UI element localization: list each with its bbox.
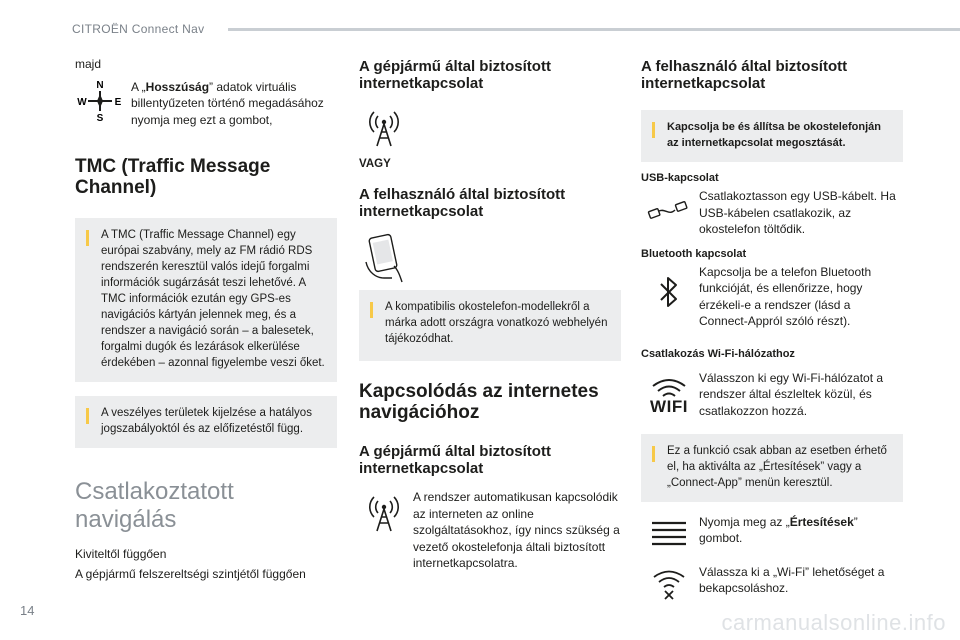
connect-title: Kapcsolódás az internetes navigációhoz: [359, 381, 599, 423]
user-internet-title-3: A felhasználó által biztosított internetkapcsolat: [641, 58, 848, 92]
user-internet-title: A felhasználó által biztosított internetkapcsolat: [359, 186, 566, 220]
wifi-label: Csatlakozás Wi-Fi-hálózathoz: [641, 347, 795, 360]
equipment-dependency: A gépjármű felszereltségi szintjétől függően: [75, 566, 306, 581]
tmc-info-box: A TMC (Traffic Message Channel) egy európai szabvány, mely az FM rádió RDS rendszerén keresztül valós idejű forgalmi információk sugárzását teszi lehetővé. A TMC információk ezután egy GPS-es navigációs kártyán jelennek meg, és a rendszer a navigáció során – a balesetek, forgalmi dugók és lezárások elkerülése érdekében – azonnal figyelembe veszi őket.: [75, 218, 337, 382]
share-info-box: Kapcsolja be és állítsa be okostelefonján az internetkapcsolat megosztását.: [641, 110, 903, 162]
info-marker: [86, 230, 89, 246]
tmc-title: TMC (Traffic Message Channel): [75, 156, 271, 198]
header-rule: [228, 28, 960, 31]
column-1: [75, 44, 337, 582]
antenna-icon: [359, 489, 409, 537]
auto-connect-row: [359, 489, 621, 572]
or-label: VAGY: [359, 158, 391, 170]
column-2: [359, 44, 621, 572]
wifi-select-row: [641, 564, 903, 604]
compat-info-box: A kompatibilis okostelefon-modellekről a márka adott országra vonatkozó webhelyén tájékozódhat.: [359, 290, 621, 361]
smartphone-hand-icon: [359, 232, 409, 284]
compass-n: N: [96, 79, 104, 91]
column-3: [641, 44, 903, 604]
compass-w: W: [77, 96, 87, 108]
page-number: 14: [20, 603, 35, 618]
usb-cable-icon: [641, 188, 697, 232]
wifi-icon-text: WIFI: [650, 396, 688, 416]
connected-nav-title: Csatlakoztatott navigálás: [75, 478, 234, 533]
compass-row: [75, 79, 337, 129]
bluetooth-row: [641, 264, 903, 330]
menu-list-icon: [641, 514, 697, 554]
usb-row: [641, 188, 903, 238]
usb-text: Csatlakoztasson egy USB-kábelt. Ha USB-kábelen csatlakozik, az okostelefon töltődik.: [699, 189, 896, 236]
intro-text: majd: [75, 57, 102, 71]
info-marker: [86, 408, 89, 424]
vehicle-internet-title: A gépjármű által biztosított internetkapcsolat: [359, 58, 551, 92]
bluetooth-text: Kapcsolja be a telefon Bluetooth funkcióját, és ellenőrizze, hogy érzékeli-e a rendszer (lásd a Connect-Appról szóló részt).: [699, 264, 872, 328]
notifications-text: Nyomja meg az „Értesítések” gombot.: [699, 514, 858, 545]
info-marker: [652, 446, 655, 462]
info-marker: [652, 122, 655, 138]
wifi-icon: [641, 370, 697, 422]
compass-icon: [75, 79, 125, 123]
running-header: CITROËN Connect Nav: [72, 22, 205, 36]
info-marker: [370, 302, 373, 318]
wifi-toggle-icon: [641, 564, 697, 604]
function-info-box: Ez a funkció csak abban az esetben érhető el, ha aktiválta az „Értesítések” vagy a „Connect-App” menün keresztül.: [641, 434, 903, 502]
wifi-row: [641, 370, 903, 422]
wifi-select-text: Válassza ki a „Wi-Fi” lehetőséget a bekapcsoláshoz.: [699, 564, 885, 595]
compass-e: E: [114, 96, 122, 108]
notifications-row: [641, 514, 903, 554]
wifi-text: Válasszon ki egy Wi-Fi-hálózatot a rendszer által észleltek közül, és csatlakozzon hozzá.: [699, 370, 884, 418]
antenna-icon: [359, 106, 409, 150]
bluetooth-label: Bluetooth kapcsolat: [641, 247, 747, 260]
watermark: carmanualsonline.info: [721, 610, 946, 635]
version-dependency: Kiviteltől függően: [75, 547, 167, 561]
danger-info-box: A veszélyes területek kijelzése a hatályos jogszabályoktól és az előfizetéstől függ.: [75, 396, 337, 448]
compass-s: S: [96, 112, 104, 123]
usb-label: USB-kapcsolat: [641, 172, 719, 184]
compass-description: A „Hosszúság” adatok virtuális billentyűzeten történő megadásához nyomja meg ezt a gombot,: [131, 79, 324, 127]
bluetooth-icon: [641, 264, 697, 320]
vehicle-internet-title-2: A gépjármű által biztosított internetkapcsolat: [359, 443, 551, 477]
auto-connect-text: A rendszer automatikusan kapcsolódik az interneten az online szolgáltatásokhoz, így nincs szükség a vezető okostelefonja általi biztosított internetkapcsolatra.: [413, 490, 620, 570]
